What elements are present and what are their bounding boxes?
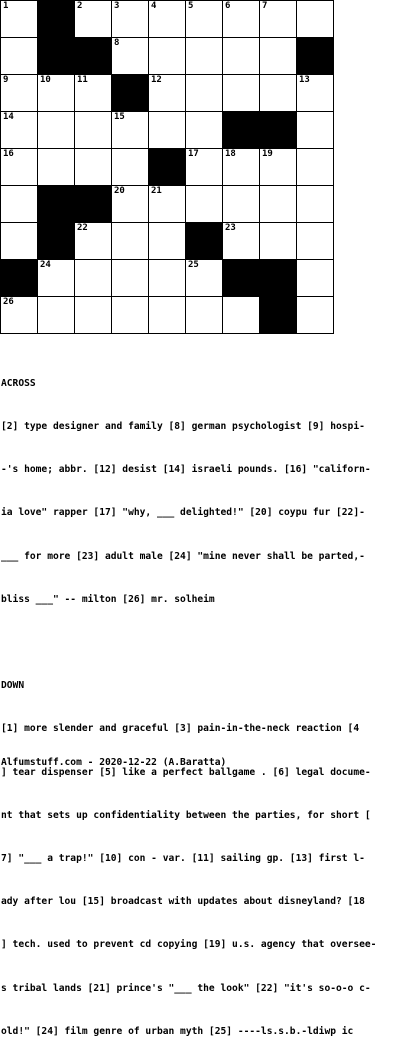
clue-number: 23 <box>225 223 236 233</box>
clue-number: 7 <box>262 1 268 11</box>
footer-credit: Alfumstuff.com - 2020-12-22 (A.Baratta) <box>1 757 227 768</box>
down-heading: DOWN <box>1 680 25 692</box>
grid-cell[interactable] <box>74 259 112 297</box>
down-clue-line: nt that sets up confidentiality between the parties, for short [ <box>1 809 371 821</box>
grid-cell[interactable] <box>259 74 297 112</box>
grid-cell[interactable] <box>259 0 297 38</box>
block-cell <box>74 37 112 75</box>
grid-cell[interactable] <box>296 74 334 112</box>
grid-cell[interactable] <box>185 111 223 149</box>
grid-cell[interactable] <box>148 74 186 112</box>
clue-number: 15 <box>114 112 125 122</box>
block-cell <box>185 222 223 260</box>
grid-cell[interactable] <box>74 111 112 149</box>
across-clue-line: -'s home; abbr. [12] desist [14] israeli pounds. [16] "californ- <box>1 464 371 476</box>
down-clue-line: ] tech. used to prevent cd copying [19] u.s. agency that oversee- <box>1 939 377 951</box>
clue-number: 8 <box>114 38 120 48</box>
grid-cell[interactable] <box>148 111 186 149</box>
clue-number: 9 <box>3 75 9 85</box>
block-cell <box>259 111 297 149</box>
grid-cell[interactable] <box>111 148 149 186</box>
grid-cell[interactable] <box>111 222 149 260</box>
block-cell <box>259 259 297 297</box>
clue-number: 10 <box>40 75 51 85</box>
grid-cell[interactable] <box>222 222 260 260</box>
clue-number: 18 <box>225 149 236 159</box>
grid-cell[interactable] <box>111 37 149 75</box>
block-cell <box>74 185 112 223</box>
grid-cell[interactable] <box>74 222 112 260</box>
clue-number: 4 <box>151 1 157 11</box>
clue-number: 14 <box>3 112 14 122</box>
grid-cell[interactable] <box>0 111 38 149</box>
grid-cell[interactable] <box>111 296 149 334</box>
grid-cell[interactable] <box>148 185 186 223</box>
clue-number: 16 <box>3 149 14 159</box>
grid-cell[interactable] <box>37 259 75 297</box>
block-cell <box>37 185 75 223</box>
grid-cell[interactable] <box>259 37 297 75</box>
down-clue-line: s tribal lands [21] prince's "___ the look" [22] "it's so-o-o c- <box>1 982 371 994</box>
grid-cell[interactable] <box>148 37 186 75</box>
grid-cell[interactable] <box>148 0 186 38</box>
clue-number: 20 <box>114 186 125 196</box>
clue-number: 1 <box>3 1 9 11</box>
grid-cell[interactable] <box>0 37 38 75</box>
down-clue-line: 7] "___ a trap!" [10] con - var. [11] sailing gp. [13] first l- <box>1 853 365 865</box>
clue-number: 25 <box>188 260 199 270</box>
clues-panel <box>1 348 397 1054</box>
across-clue-line: ___ for more [23] adult male [24] "mine never shall be parted,- <box>1 550 365 562</box>
clue-number: 2 <box>77 1 83 11</box>
across-clue-line: bliss ___" -- milton [26] mr. solheim <box>1 593 215 605</box>
down-clue-line: [1] more slender and graceful [3] pain-in-the-neck reaction [4 <box>1 723 360 735</box>
grid-cell[interactable] <box>259 185 297 223</box>
block-cell <box>37 0 75 38</box>
crossword-grid <box>0 0 334 334</box>
clue-number: 26 <box>3 297 14 307</box>
grid-cell[interactable] <box>185 74 223 112</box>
grid-cell[interactable] <box>111 185 149 223</box>
block-cell <box>222 111 260 149</box>
grid-cell[interactable] <box>185 148 223 186</box>
block-cell <box>111 74 149 112</box>
grid-cell[interactable] <box>37 111 75 149</box>
block-cell <box>296 37 334 75</box>
clue-number: 22 <box>77 223 88 233</box>
block-cell <box>37 222 75 260</box>
grid-cell[interactable] <box>111 111 149 149</box>
clue-number: 5 <box>188 1 194 11</box>
grid-cell[interactable] <box>111 0 149 38</box>
clue-number: 13 <box>299 75 310 85</box>
grid-cell[interactable] <box>0 74 38 112</box>
grid-cell[interactable] <box>74 148 112 186</box>
grid-cell[interactable] <box>259 222 297 260</box>
grid-cell[interactable] <box>185 0 223 38</box>
grid-cell[interactable] <box>222 148 260 186</box>
grid-cell[interactable] <box>0 296 38 334</box>
grid-cell[interactable] <box>296 185 334 223</box>
grid-cell[interactable] <box>74 0 112 38</box>
across-clue-line: ia love" rapper [17] "why, ___ delighted!" [20] coypu fur [22]- <box>1 507 365 519</box>
grid-cell[interactable] <box>296 259 334 297</box>
block-cell <box>37 37 75 75</box>
grid-cell[interactable] <box>74 74 112 112</box>
block-cell <box>259 296 297 334</box>
grid-cell[interactable] <box>185 259 223 297</box>
grid-cell[interactable] <box>37 74 75 112</box>
down-clue-line: ady after lou [15] broadcast with updates about disneyland? [18 <box>1 896 365 908</box>
grid-cell[interactable] <box>222 185 260 223</box>
grid-cell[interactable] <box>296 148 334 186</box>
clue-number: 3 <box>114 1 120 11</box>
grid-cell[interactable] <box>0 0 38 38</box>
grid-cell[interactable] <box>37 296 75 334</box>
block-cell <box>148 148 186 186</box>
clue-number: 19 <box>262 149 273 159</box>
clue-number: 12 <box>151 75 162 85</box>
grid-cell[interactable] <box>185 185 223 223</box>
grid-cell[interactable] <box>222 296 260 334</box>
grid-cell[interactable] <box>148 296 186 334</box>
grid-cell[interactable] <box>148 222 186 260</box>
down-clue-line: ] tear dispenser [5] like a perfect ballgame . [6] legal docume- <box>1 766 371 778</box>
clue-number: 11 <box>77 75 88 85</box>
grid-cell[interactable] <box>74 296 112 334</box>
grid-cell[interactable] <box>296 222 334 260</box>
across-heading: ACROSS <box>1 377 36 389</box>
grid-cell[interactable] <box>37 148 75 186</box>
clue-number: 24 <box>40 260 51 270</box>
grid-cell[interactable] <box>222 37 260 75</box>
block-cell <box>222 259 260 297</box>
grid-cell[interactable] <box>185 296 223 334</box>
block-cell <box>0 259 38 297</box>
grid-cell[interactable] <box>0 185 38 223</box>
grid-cell[interactable] <box>259 148 297 186</box>
grid-cell[interactable] <box>185 37 223 75</box>
clue-number: 6 <box>225 1 231 11</box>
grid-cell[interactable] <box>296 296 334 334</box>
down-clue-line: old!" [24] film genre of urban myth [25] ----ls.s.b.-ldiwp ic <box>1 1025 354 1037</box>
grid-cell[interactable] <box>222 0 260 38</box>
grid-cell[interactable] <box>111 259 149 297</box>
grid-cell[interactable] <box>148 259 186 297</box>
grid-cell[interactable] <box>222 74 260 112</box>
grid-cell[interactable] <box>296 0 334 38</box>
grid-cell[interactable] <box>296 111 334 149</box>
clue-number: 17 <box>188 149 199 159</box>
clue-number: 21 <box>151 186 162 196</box>
across-clue-line: [2] type designer and family [8] german psychologist [9] hospi- <box>1 421 365 433</box>
grid-cell[interactable] <box>0 222 38 260</box>
grid-cell[interactable] <box>0 148 38 186</box>
